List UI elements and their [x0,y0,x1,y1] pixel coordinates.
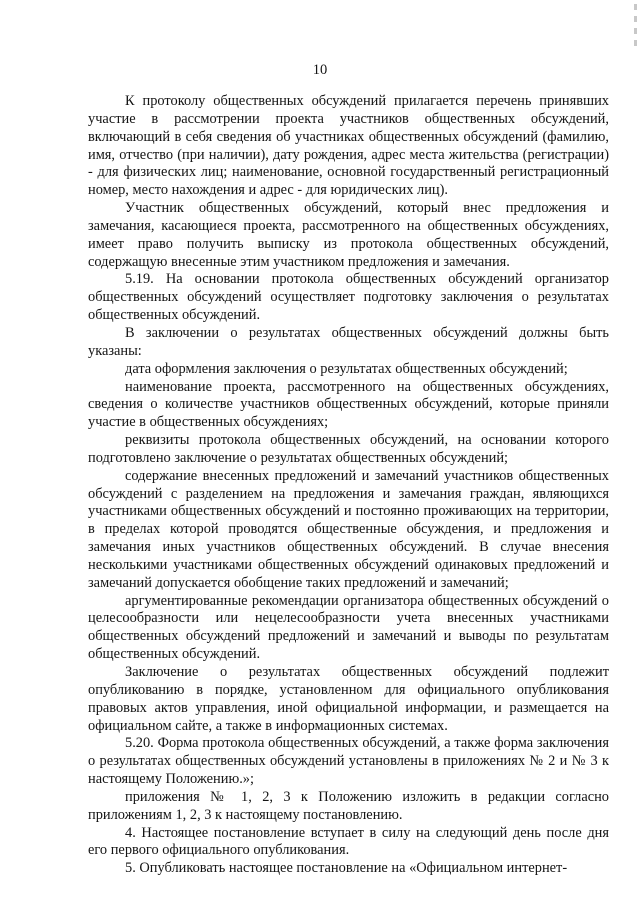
paragraph-5-19: 5.19. На основании протокола общественных обсуждений организатор общественных обсуждений осуществляет подготовку заключения о результатах общественных обсуждений. [88,271,609,324]
scan-edge-mark [632,4,638,64]
paragraph-conclusion-contents: В заключении о результатах общественных обсуждений должны быть указаны: [88,324,609,359]
paragraph-project-name: наименование проекта, рассмотренного на общественных обсуждениях, сведения о количестве участников общественных обсуждений, которые приняли участие в общественных обсуждениях; [88,378,609,431]
paragraph-publication: Заключение о результатах общественных обсуждений подлежит опубликованию в порядке, установленном для официального опубликования правовых актов управления, иной официальной информации, и размещается на официальном сайте, а также в информационных системах. [88,664,609,734]
paragraph-recommendations: аргументированные рекомендации организатора общественных обсуждений о целесообразности или нецелесообразности учета внесенных участниками общественных обсуждений предложений и замечаний и выводы по результатам общественных обсуждений. [88,592,609,663]
paragraph-protocol-details: реквизиты протокола общественных обсуждений, на основании которого подготовлено заключение о результатах общественных обсуждений; [88,432,609,466]
paragraph-5-20: 5.20. Форма протокола общественных обсуждений, а также форма заключения о результатах общественных обсуждений установлены в приложениях № 2 и № 3 к настоящему Положению.»; [88,735,609,788]
paragraph-conclusion-date: дата оформления заключения о результатах общественных обсуждений; [125,360,568,377]
paragraph-participant-extract: Участник общественных обсуждений, который внес предложения и замечания, касающиеся проекта, рассмотренного на общественных обсуждениях, имеет право получить выписку из протокола общественных обсуждений, содержащую внесенные этим участником предложения и замечания. [88,200,609,270]
page-number: 10 [312,62,328,78]
paragraph-proposals-content: содержание внесенных предложений и замечаний участников общественных обсуждений с разделением на предложения и замечания граждан, являющихся участниками общественных обсуждений и постоянно проживающих на территории, в пределах которой проводятся общественные обсуждения, и предложения и замечания иных участников общественных обсуждений. В случае внесения несколькими участниками общественных обсуждений одинаковых предложений и замечаний допускается обобщение таких предложений и замечаний; [88,467,609,591]
paragraph-appendices: приложения № 1, 2, 3 к Положению изложить в редакции согласно приложениям 1, 2, 3 к настоящему постановлению. [88,788,609,823]
paragraph-item-5: 5. Опубликовать настоящее постановление на «Официальном интернет- [125,860,568,877]
paragraph-item-4: 4. Настоящее постановление вступает в силу на следующий день после дня его первого официального опубликования. [88,824,609,859]
document-body [88,93,609,878]
paragraph-participants-list: К протоколу общественных обсуждений прилагается перечень принявших участие в рассмотрении проекта участников общественных обсуждений, включающий в себя сведения об участниках общественных обсуждений (фамилию, имя, отчество (при наличии), дату рождения, адрес места жительства (регистрации) - для физических лиц; наименование, основной государственный регистрационный номер, место нахождения и адрес - для юридических лиц). [88,93,609,199]
